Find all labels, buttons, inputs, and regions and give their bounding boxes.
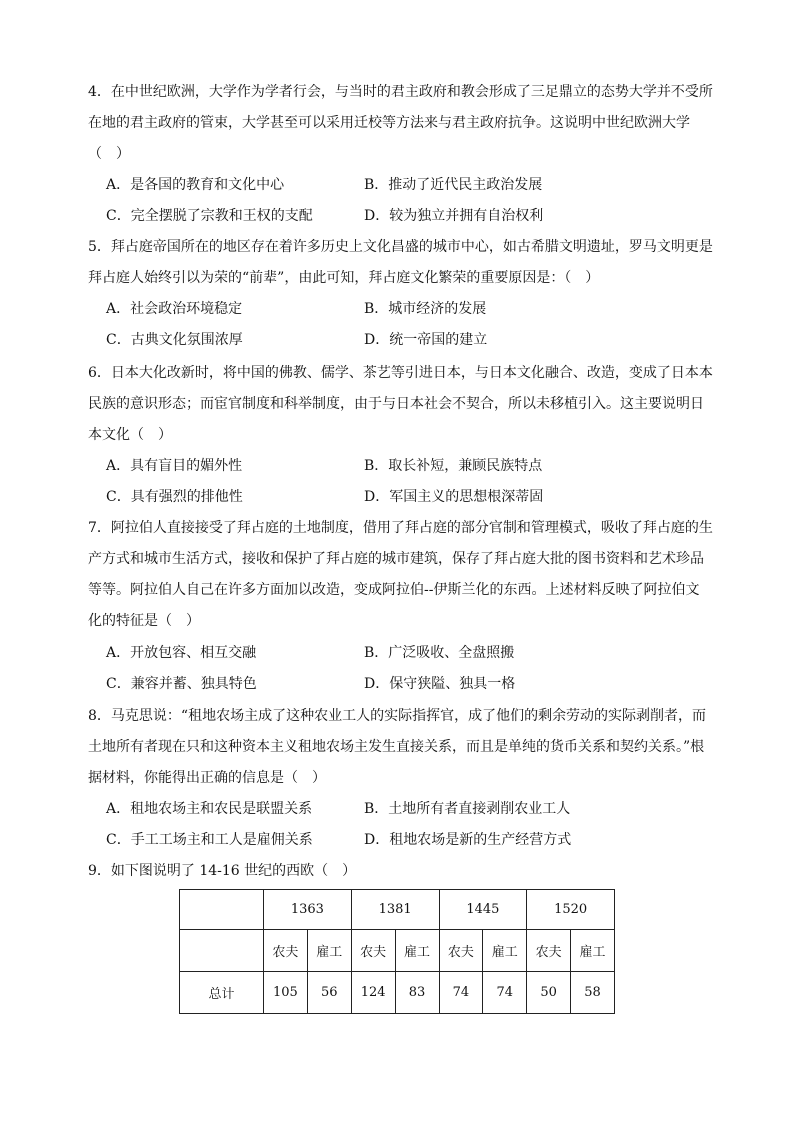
- value-cell: 56: [307, 972, 351, 1014]
- question-4-line-3: （ ）: [88, 146, 130, 162]
- question-4-option-c[interactable]: C．完全摆脱了宗教和王权的支配: [106, 208, 313, 224]
- value-cell: 74: [439, 972, 483, 1014]
- value-cell: 105: [264, 972, 308, 1014]
- table-year-row: [180, 890, 615, 930]
- question-7-option-b[interactable]: B．广泛吸收、全盘照搬: [364, 645, 515, 661]
- question-6-option-a[interactable]: A．具有盲目的媚外性: [106, 458, 243, 474]
- question-5-option-b[interactable]: B．城市经济的发展: [364, 301, 487, 317]
- question-4-line-1: 4．在中世纪欧洲，大学作为学者行会，与当时的君主政府和教会形成了三足鼎立的态势大学并不受所: [88, 84, 713, 100]
- value-cell: 58: [571, 972, 615, 1014]
- question-6-option-b[interactable]: B．取长补短，兼顾民族特点: [364, 458, 543, 474]
- question-7-line-2: 产方式和城市生活方式，接收和保护了拜占庭的城市建筑，保存了拜占庭大批的图书资料和艺术珍品: [88, 551, 704, 567]
- subheader-cell: 雇工: [307, 930, 351, 972]
- subheader-cell: 农夫: [527, 930, 571, 972]
- value-cell: 50: [527, 972, 571, 1014]
- question-4-option-b[interactable]: B．推动了近代民主政治发展: [364, 177, 543, 193]
- question-4-line-2: 在地的君主政府的管束，大学甚至可以采用迁校等方法来与君主政府抗争。这说明中世纪欧洲大学: [88, 115, 690, 131]
- question-7-option-d[interactable]: D．保守狭隘、独具一格: [364, 676, 516, 692]
- value-cell: 83: [395, 972, 439, 1014]
- question-5-option-d[interactable]: D．统一帝国的建立: [364, 332, 488, 348]
- question-8-line-2: 土地所有者现在只和这种资本主义租地农场主发生直接关系，而且是单纯的货币关系和契约关系。”根: [88, 739, 705, 755]
- value-cell: 74: [483, 972, 527, 1014]
- population-table: [179, 889, 615, 1014]
- question-8-option-a[interactable]: A．租地农场主和农民是联盟关系: [106, 801, 313, 817]
- table-subheader-row: [180, 930, 615, 972]
- subheader-cell: 雇工: [395, 930, 439, 972]
- table-empty-cell: [180, 930, 264, 972]
- year-header-1520: 1520: [527, 890, 615, 930]
- question-4-option-d[interactable]: D．较为独立并拥有自治权利: [364, 208, 544, 224]
- question-6-line-2: 民族的意识形态；而宦官制度和科举制度，由于与日本社会不契合，所以未移植引入。这主要说明日: [88, 396, 704, 412]
- year-header-1381: 1381: [351, 890, 439, 930]
- subheader-cell: 雇工: [483, 930, 527, 972]
- question-5-option-a[interactable]: A．社会政治环境稳定: [106, 301, 243, 317]
- question-7-option-a[interactable]: A．开放包容、相互交融: [106, 645, 257, 661]
- year-header-1363: 1363: [264, 890, 352, 930]
- subheader-cell: 雇工: [571, 930, 615, 972]
- subheader-cell: 农夫: [351, 930, 395, 972]
- total-row-label: 总计: [180, 972, 264, 1014]
- question-7-line-1: 7．阿拉伯人直接接受了拜占庭的土地制度，借用了拜占庭的部分官制和管理模式，吸收了拜占庭的生: [88, 520, 713, 536]
- question-4-option-a[interactable]: A．是各国的教育和文化中心: [106, 177, 285, 193]
- question-6-line-1: 6．日本大化改新时，将中国的佛教、儒学、茶艺等引进日本，与日本文化融合、改造，变成了日本本: [88, 365, 713, 381]
- question-6-option-d[interactable]: D．军国主义的思想根深蒂固: [364, 489, 544, 505]
- question-5-line-2: 拜占庭人始终引以为荣的“前辈”，由此可知，拜占庭文化繁荣的重要原因是：（ ）: [88, 270, 600, 286]
- value-cell: 124: [351, 972, 395, 1014]
- table-corner-cell: [180, 890, 264, 930]
- question-8-line-3: 据材料，你能得出正确的信息是（ ）: [88, 770, 326, 786]
- question-7-option-c[interactable]: C．兼容并蓄、独具特色: [106, 676, 257, 692]
- question-6-line-3: 本文化（ ）: [88, 427, 172, 443]
- question-8-option-c[interactable]: C．手工工场主和工人是雇佣关系: [106, 832, 313, 848]
- question-8-option-d[interactable]: D．租地农场是新的生产经营方式: [364, 832, 572, 848]
- question-5-option-c[interactable]: C．古典文化氛围浓厚: [106, 332, 243, 348]
- year-header-1445: 1445: [439, 890, 527, 930]
- question-8-line-1: 8．马克思说：“租地农场主成了这种农业工人的实际指挥官，成了他们的剩余劳动的实际剥削者，而: [88, 708, 707, 724]
- subheader-cell: 农夫: [439, 930, 483, 972]
- question-6-option-c[interactable]: C．具有强烈的排他性: [106, 489, 243, 505]
- subheader-cell: 农夫: [264, 930, 308, 972]
- question-8-option-b[interactable]: B．土地所有者直接剥削农业工人: [364, 801, 571, 817]
- question-7-line-4: 化的特征是（ ）: [88, 613, 200, 629]
- question-9-line-1: 9．如下图说明了 14-16 世纪的西欧（ ）: [88, 863, 357, 879]
- question-5-line-1: 5．拜占庭帝国所在的地区存在着许多历史上文化昌盛的城市中心，如古希腊文明遗址，罗马文明更是: [88, 239, 713, 255]
- question-7-line-3: 等等。阿拉伯人自己在许多方面加以改造，变成阿拉伯--伊斯兰化的东西。上述材料反映了阿拉伯文: [88, 582, 700, 598]
- table-total-row: [180, 972, 615, 1014]
